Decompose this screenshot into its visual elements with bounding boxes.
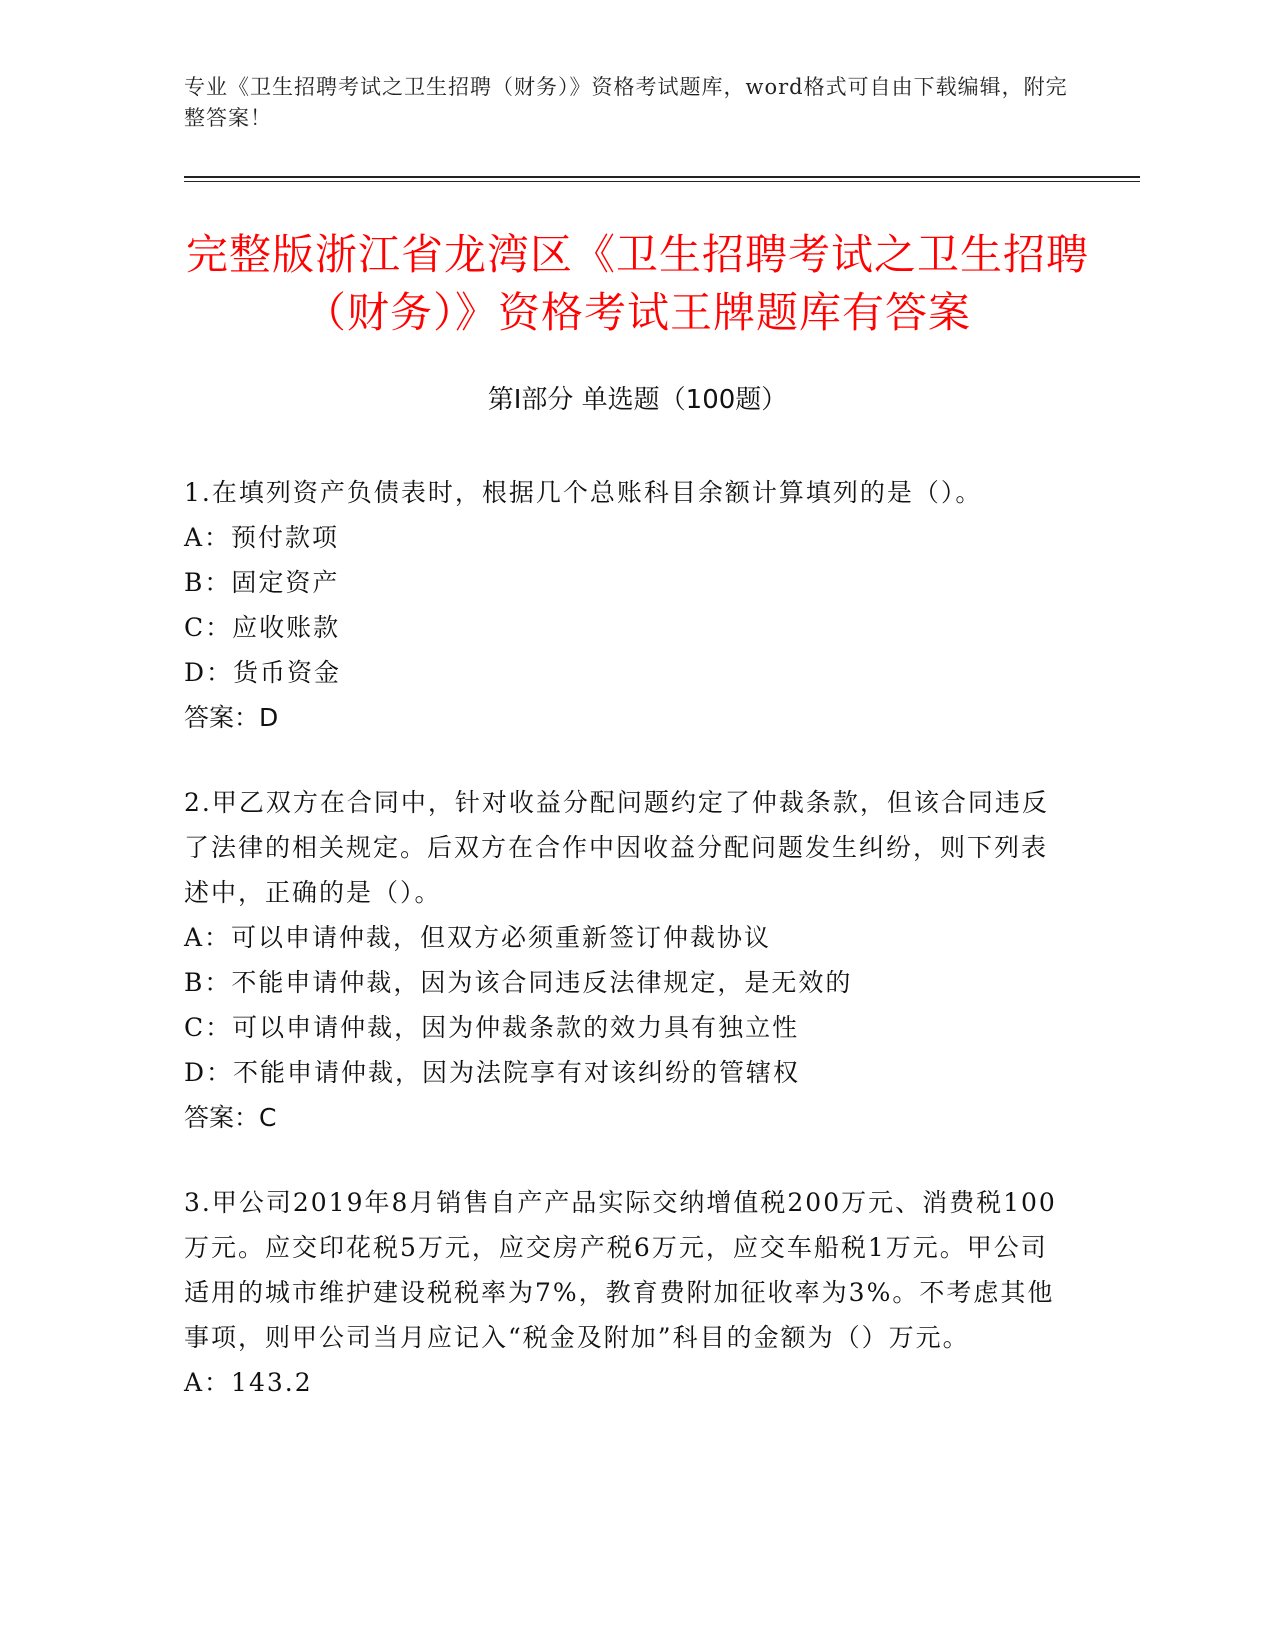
- header-note: 专业《卫生招聘考试之卫生招聘（财务）》资格考试题库，word格式可自由下载编辑，附完整答案！: [184, 75, 1068, 130]
- question-2: [184, 780, 1074, 1140]
- question-stem: 1.在填列资产负债表时，根据几个总账科目余额计算填列的是（）。: [184, 478, 983, 507]
- header-divider-thick: [184, 176, 1140, 178]
- option-b: B：不能申请仲裁，因为该合同违反法律规定，是无效的: [184, 968, 853, 997]
- question-stem: 2.甲乙双方在合同中，针对收益分配问题约定了仲裁条款，但该合同违反了法律的相关规定。后双方在合作中因收益分配问题发生纠纷，则下列表述中，正确的是（）。: [184, 788, 1049, 907]
- option-d: D：不能申请仲裁，因为法院享有对该纠纷的管辖权: [184, 1058, 801, 1087]
- question-stem: 3.甲公司2019年8月销售自产产品实际交纳增值税200万元、消费税100万元。应交印花税5万元，应交房产税6万元，应交车船税1万元。甲公司适用的城市维护建设税税率为7%，教育费附加征收率为3%。不考虑其他事项，则甲公司当月应记入“税金及附加”科目的金额为（）万元。: [184, 1188, 1057, 1352]
- option-a: A：143.2: [184, 1368, 313, 1397]
- section-title: 第Ⅰ部分 单选题（100题）: [487, 385, 788, 415]
- answer: 答案：D: [184, 703, 279, 732]
- question-3: [184, 1180, 1074, 1405]
- option-b: B：固定资产: [184, 568, 340, 597]
- option-a: A：可以申请仲裁，但双方必须重新签订仲裁协议: [184, 923, 772, 952]
- document-title: 完整版浙江省龙湾区《卫生招聘考试之卫生招聘（财务）》资格考试王牌题库有答案: [185, 230, 1089, 337]
- option-c: C：可以申请仲裁，因为仲裁条款的效力具有独立性: [184, 1013, 800, 1042]
- option-c: C：应收账款: [184, 613, 341, 642]
- header-divider-thin: [184, 181, 1140, 182]
- question-list: [184, 470, 1074, 1445]
- question-1: [184, 470, 1074, 740]
- option-a: A：预付款项: [184, 523, 340, 552]
- answer: 答案：C: [184, 1103, 277, 1132]
- option-d: D：货币资金: [184, 658, 342, 687]
